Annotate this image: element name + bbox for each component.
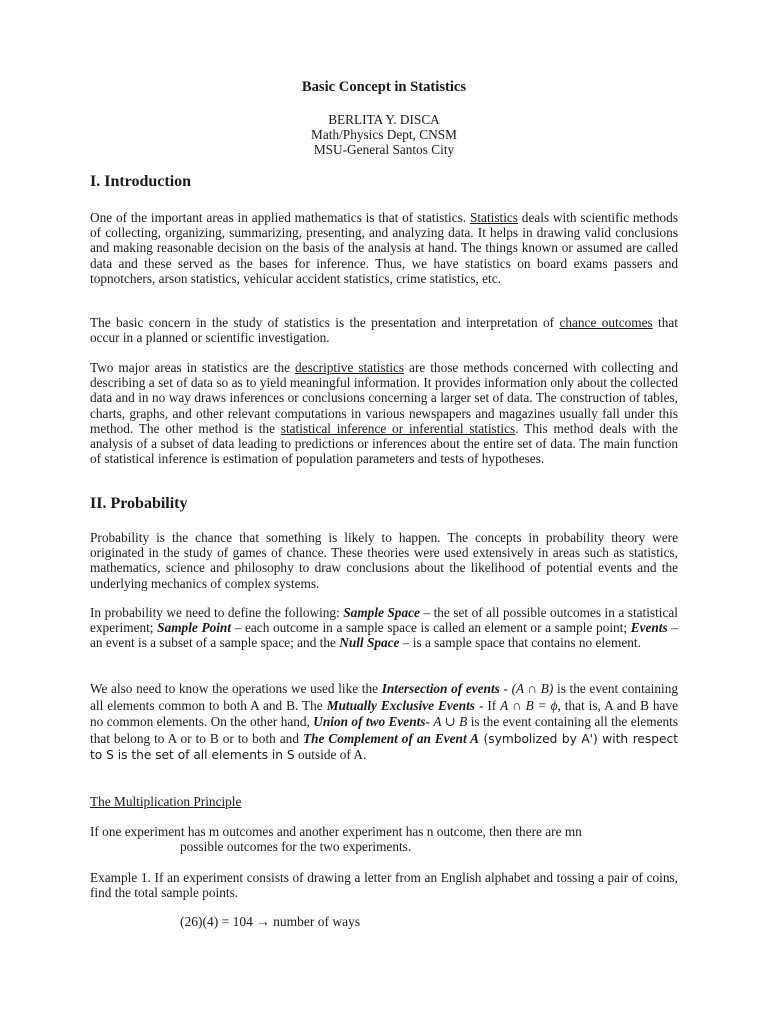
term-sample-space: Sample Space [343, 605, 420, 620]
probability-paragraph-2: In probability we need to define the following: Sample Space – the set of all possible outcomes in a statistical experiment; Sample Point – each outcome in a sample space is called an element or a sample point; Events – an event is a subset of a sample space; and the Null Space – is a sample space that contains no element. [90, 605, 678, 651]
term-complement: The Complement of an Event A [302, 730, 479, 746]
term-union: Union of two Events [313, 714, 426, 730]
intro-paragraph-1: One of the important areas in applied mathematics is that of statistics. Statistics deals with scientific methods of collecting, organizing, summarizing, presenting, and analyzing data. It helps in drawing valid conclusions and making reasonable decision on the basis of the analysis at hand. The things known or assumed are called data and these served as the bases for inference. Thus, we have statistics on board exams passers and topnotchers, arson statistics, vehicular accident statistics, crime statistics, etc. [90, 210, 678, 286]
document-title: Basic Concept in Statistics [301, 79, 467, 95]
formula-union: A ∪ B [433, 714, 468, 730]
term-chance-outcomes: chance outcomes [559, 315, 653, 330]
section-heading-introduction: I. Introduction [90, 173, 192, 190]
author-school: MSU-General Santos City [313, 142, 455, 158]
example-1-formula: (26)(4) = 104 → number of ways [180, 914, 361, 929]
term-events: Events [630, 620, 668, 636]
probability-paragraph-3: We also need to know the operations we used like the Intersection of events - (A ∩ B) is the event containing all elements common to both A and B. The Mutually Exclusive Events - If A ∩ B = ϕ, that is, A and B have no common elements. On the other hand, Union of two Events- A ∪ B is the event containing all the elements that belong to A or to B or to both and The Complement of an Event A (symbolized by A') with respect to S is the set of all elements in S outside of A. [90, 681, 678, 763]
subheading-multiplication-principle: The Multiplication Principle [90, 794, 242, 809]
term-descriptive-statistics: descriptive statistics [295, 360, 405, 375]
intro-paragraph-2: The basic concern in the study of statistics is the presentation and interpretation of chance outcomes that occur in a planned or scientific investigation. [90, 315, 678, 346]
intro-paragraph-3: Two major areas in statistics are the descriptive statistics are those methods concerned with collecting and describing a set of data so as to yield meaningful information. It provides information only about the collected data and in no way draws inferences or conclusions concerning a larger set of data. The construction of tables, charts, graphs, and other relevant computations in various newspapers and magazines usually fall under this method. The other method is the statistical inference or inferential statistics. This method deals with the analysis of a subset of data leading to predictions or inferences about the entire set of data. The main function of statistical inference is estimation of population parameters and tests of hypotheses. [90, 360, 679, 467]
author-block [0, 112, 768, 158]
term-null-space: Null Space [339, 635, 400, 651]
author-department: Math/Physics Dept, CNSM [311, 127, 457, 143]
formula-intersection: (A ∩ B) [511, 681, 554, 696]
multiplication-principle-text: If one experiment has m outcomes and another experiment has n outcome, then there are mn possible outcomes for the two experiments. [90, 824, 582, 855]
term-inferential-statistics: statistical inference or inferential statistics [280, 420, 516, 436]
author-name: BERLITA Y. DISCA [328, 112, 440, 127]
term-statistics: Statistics [469, 210, 518, 225]
formula-empty-intersection: A ∩ B = ϕ [500, 697, 558, 713]
arrow-right-icon: → [256, 914, 270, 929]
term-intersection: Intersection of events [381, 681, 500, 696]
example-1-text: Example 1. If an experiment consists of drawing a letter from an English alphabet and tossing a pair of coins, find the total sample points. [90, 870, 678, 901]
term-sample-point: Sample Point [157, 620, 232, 636]
section-heading-probability: II. Probability [90, 495, 188, 512]
probability-paragraph-1: Probability is the chance that something is likely to happen. The concepts in probability theory were originated in the study of games of chance. These theories were used extensively in areas such as statistics, mathematics, science and philosophy to draw conclusions about the likelihood of potential events and the underlying mechanics of complex systems. [90, 530, 678, 591]
term-mutually-exclusive: Mutually Exclusive Events [326, 697, 475, 713]
